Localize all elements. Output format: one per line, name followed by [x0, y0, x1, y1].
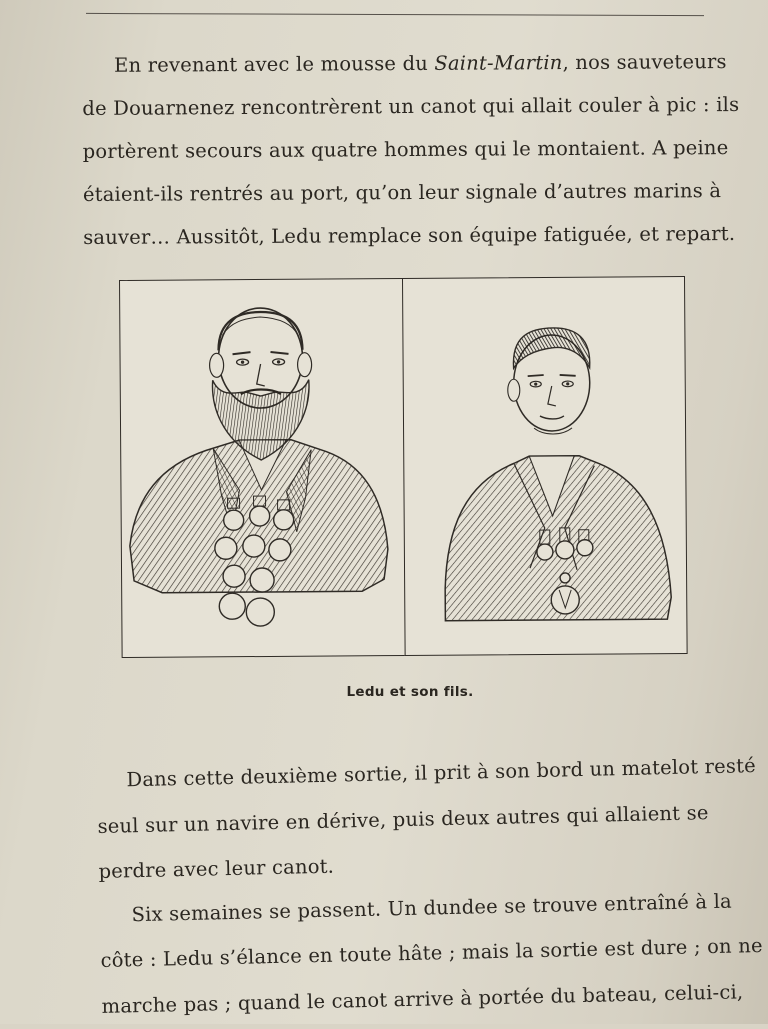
- text-line: marche pas ; quand le canot arrive à portée du bateau, celui-ci,: [101, 979, 744, 1018]
- figure-caption: Ledu et son fils.: [346, 684, 474, 700]
- portrait-panel-son: [402, 276, 688, 656]
- text-line: de Douarnenez rencontrèrent un canot qui allait couler à pic : ils: [82, 92, 740, 120]
- text-line: En revenant avec le mousse du Saint-Martin, nos sauveteurs: [114, 50, 727, 77]
- father-engraving: [120, 279, 406, 657]
- top-paragraph: [82, 40, 740, 259]
- text-line: perdre avec leur canot.: [98, 854, 335, 883]
- text-line: côte : Ledu s’élance en toute hâte ; mais la sortie est dure ; on ne: [100, 933, 763, 972]
- portrait-panel-father: [119, 278, 407, 658]
- bottom-paragraphs: [96, 743, 764, 1029]
- ship-name: Saint-Martin: [434, 51, 563, 75]
- text-line: sauver… Aussitôt, Ledu remplace son équipe fatiguée, et repart.: [83, 222, 736, 249]
- text-line: Dans cette deuxième sortie, il prit à son bord un matelot resté: [126, 754, 757, 792]
- text-line: portèrent secours aux quatre hommes qui le montaient. A peine: [82, 136, 729, 163]
- text-line: étaient-ils rentrés au port, qu’on leur signale d’autres marins à: [82, 179, 722, 206]
- illustration-figure: [119, 276, 688, 658]
- text-line: Six semaines se passent. Un dundee se trouve entraîné à la: [131, 889, 733, 926]
- son-engraving: [403, 277, 687, 655]
- text-line: seul sur un navire en dérive, puis deux autres qui allaient se: [97, 800, 709, 838]
- header-rule: [86, 13, 704, 16]
